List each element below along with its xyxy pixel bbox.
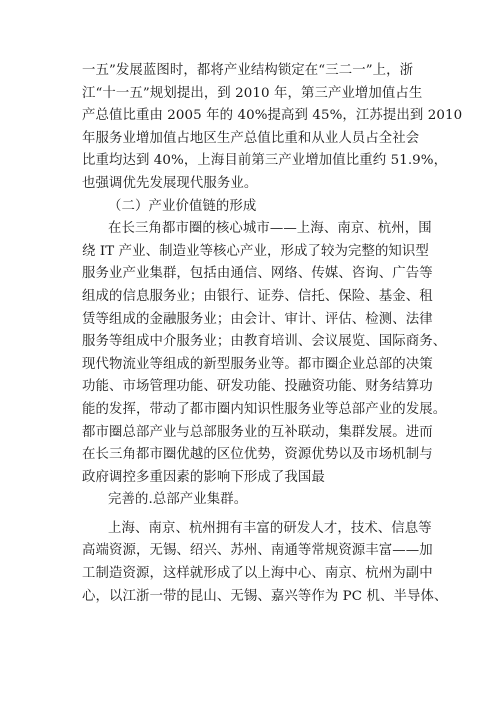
body-line: 一五”发展蓝图时，都将产业结构锁定在“三二一”上，浙 bbox=[82, 63, 414, 78]
body-line: 江“十一五”规划提出，到 2010 年，第三产业增加值占生 bbox=[82, 85, 423, 101]
body-line: 也强调优先发展现代服务业。 bbox=[82, 175, 258, 191]
body-line: 比重均达到 40%，上海目前第三产业增加值比重约 51.9%， bbox=[82, 153, 448, 169]
body-line: 绕 IT 产业、制造业等核心产业，形成了较为完整的知识型 bbox=[82, 243, 429, 259]
body-line: 功能、市场管理功能、研发功能、投融资功能、财务结算功 bbox=[82, 379, 433, 395]
body-line: 心，以江浙一带的昆山、无锡、嘉兴等作为 PC 机、半导体、 bbox=[82, 588, 448, 604]
body-line: 现代物流业等组成的新型服务业等。都市圈企业总部的决策 bbox=[82, 356, 433, 372]
section-heading: （二）产业价值链的形成 bbox=[108, 198, 257, 214]
body-line: 政府调控多重因素的影响下形成了我国最 bbox=[82, 469, 325, 485]
body-line: 产总值比重由 2005 年的 40%提高到 45%，江苏提出到 2010 bbox=[82, 108, 463, 124]
body-line: 完善的.总部产业集群。 bbox=[108, 492, 248, 508]
body-line: 工制造资源，这样就形成了以上海中心、南京、杭州为副中 bbox=[82, 566, 433, 582]
body-line: 都市圈总部产业与总部服务业的互补联动，集群发展。进而 bbox=[82, 424, 433, 440]
body-line: 能的发挥，带动了都市圈内知识性服务业等总部产业的发展。 bbox=[82, 401, 447, 417]
body-line: 服务业产业集群，包括由通信、网络、传媒、咨询、广告等 bbox=[82, 266, 433, 282]
document-body bbox=[82, 60, 463, 608]
body-line: 赁等组成的金融服务业；由会计、审计、评估、检测、法律 bbox=[82, 311, 433, 327]
body-line: 在长三角都市圈优越的区位优势，资源优势以及市场机制与 bbox=[82, 447, 433, 463]
body-line: 在长三角都市圈的核心城市——上海、南京、杭州，围 bbox=[108, 221, 432, 237]
body-line: 年服务业增加值占地区生产总值比重和从业人员占全社会 bbox=[82, 130, 420, 146]
body-line: 上海、南京、杭州拥有丰富的研发人才，技术、信息等 bbox=[108, 520, 432, 536]
body-line: 高端资源，无锡、绍兴、苏州、南通等常规资源丰富——加 bbox=[82, 543, 433, 559]
body-line: 组成的信息服务业；由银行、证券、信托、保险、基金、租 bbox=[82, 288, 433, 304]
body-line: 服务等组成中介服务业；由教育培训、会议展览、国际商务、 bbox=[82, 334, 447, 350]
